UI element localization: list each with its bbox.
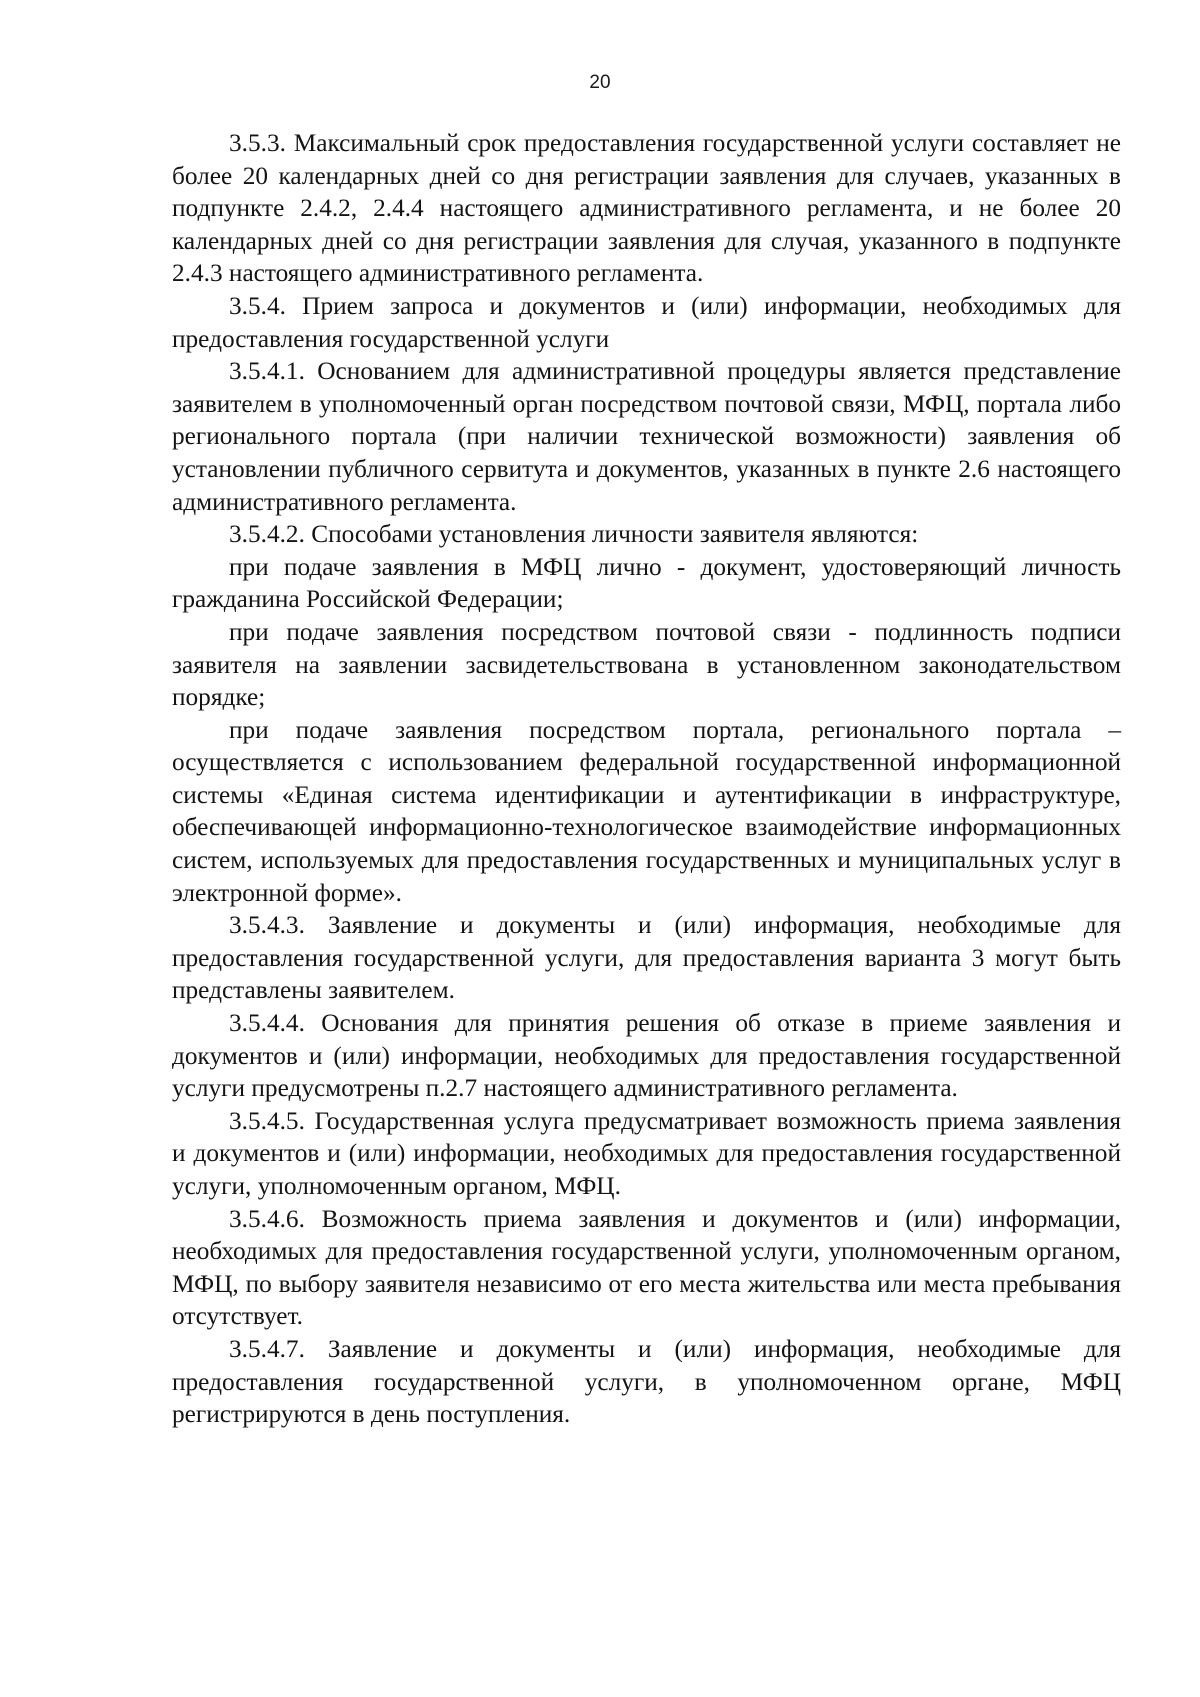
paragraph-3-5-4-6: 3.5.4.6. Возможность приема заявления и документов и (или) информации, необходимых для предоставления государственной услуги, уполномоченным органом, МФЦ, по выбору заявителя независимо от его места жительства или места пребывания отсутствует.	[172, 1204, 1121, 1331]
paragraph-identity-post: при подаче заявления посредством почтовой связи - подлинность подписи заявителя на заявлении засвидетельствована в установленном законодательством порядке;	[172, 617, 1121, 712]
paragraph-3-5-4-1: 3.5.4.1. Основанием для административной процедуры является представление заявителем в уполномоченный орган посредством почтовой связи, МФЦ, портала либо регионального портала (при наличии технической возможности) заявления об установлении публичного сервитута и документов, указанных в пункте 2.6 настоящего административного регламента.	[172, 357, 1121, 516]
page-number: 20	[589, 72, 611, 93]
paragraph-3-5-4-5: 3.5.4.5. Государственная услуга предусматривает возможность приема заявления и документов и (или) информации, необходимых для предоставления государственной услуги, уполномоченным органом, МФЦ.	[172, 1106, 1121, 1200]
paragraph-3-5-4-3: 3.5.4.3. Заявление и документы и (или) информация, необходимые для предоставления государственной услуги, для предоставления варианта 3 могут быть представлены заявителем.	[172, 911, 1121, 1005]
paragraph-identity-mfc: при подаче заявления в МФЦ лично - документ, удостоверяющий личность гражданина Российской Федерации;	[172, 552, 1121, 614]
paragraph-identity-portal: при подаче заявления посредством портала, регионального портала – осуществляется с использованием федеральной государственной информационной системы «Единая система идентификации и аутентификации в инфраструктуре, обеспечивающей информационно-технологическое взаимодействие информационных систем, используемых для предоставления государственных и муниципальных услуг в электронной форме».	[172, 715, 1121, 907]
paragraph-3-5-4-4: 3.5.4.4. Основания для принятия решения об отказе в приеме заявления и документов и (или) информации, необходимых для предоставления государственной услуги предусмотрены п.2.7 настоящего административного регламента.	[172, 1009, 1121, 1103]
paragraph-3-5-4-2: 3.5.4.2. Способами установления личности заявителя являются:	[229, 520, 919, 549]
document-body	[172, 127, 1121, 1431]
paragraph-3-5-3: 3.5.3. Максимальный срок предоставления государственной услуги составляет не более 20 календарных дней со дня регистрации заявления для случаев, указанных в подпункте 2.4.2, 2.4.4 настоящего административного регламента, и не более 20 календарных дней со дня регистрации заявления для случая, указанного в подпункте 2.4.3 настоящего административного регламента.	[172, 129, 1121, 288]
paragraph-3-5-4-7: 3.5.4.7. Заявление и документы и (или) информация, необходимые для предоставления государственной услуги, в уполномоченном органе, МФЦ регистрируются в день поступления.	[172, 1334, 1121, 1429]
paragraph-3-5-4: 3.5.4. Прием запроса и документов и (или) информации, необходимых для предоставления государственной услуги	[172, 291, 1121, 353]
